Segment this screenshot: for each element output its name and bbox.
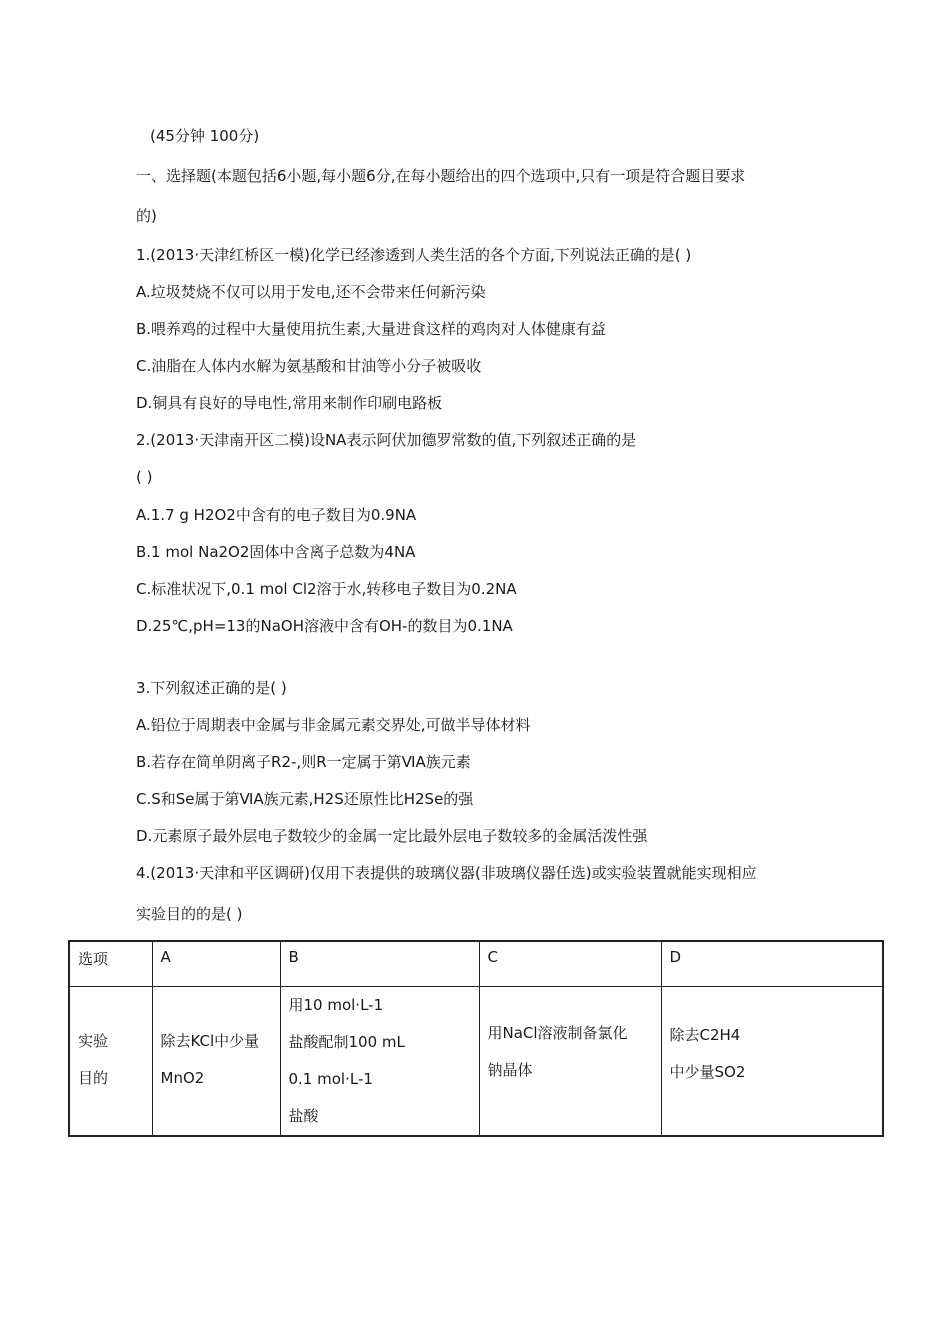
question-1-option-d: D.铜具有良好的导电性,常用来制作印刷电路板 [136,394,443,412]
question-3-option-b: B.若存在简单阴离子R2-,则R一定属于第ⅥA族元素 [136,753,471,771]
cell-b-line3: 0.1 mol·L-1 [288,1070,373,1088]
table-cell-d [661,987,883,1137]
table-cell-a [152,987,280,1137]
question-1-option-b: B.喂养鸡的过程中大量使用抗生素,大量进食这样的鸡肉对人体健康有益 [136,320,606,338]
question-2-stem: 2.(2013·天津南开区二模)设NA表示阿伏加德罗常数的值,下列叙述正确的是 [136,431,637,449]
row-label-line2: 目的 [78,1069,109,1087]
section-title-line1: 一、选择题(本题包括6小题,每小题6分,在每小题给出的四个选项中,只有一项是符合题目要求 [136,167,746,185]
cell-a-line2: MnO2 [160,1069,205,1087]
question-1-option-a: A.垃圾焚烧不仅可以用于发电,还不会带来任何新污染 [136,283,486,301]
question-3-stem: 3.下列叙述正确的是( ) [136,679,287,697]
table-header-c: C [479,941,661,987]
table-header-row [69,941,883,987]
options-table [68,940,884,1137]
cell-b-line2: 盐酸配制100 mL [288,1033,405,1051]
question-2-option-c: C.标准状况下,0.1 mol Cl2溶于水,转移电子数目为0.2NA [136,580,517,598]
cell-c-line2: 钠晶体 [487,1061,533,1079]
row-label-line1: 实验 [78,1032,109,1050]
table-header-a: A [152,941,280,987]
cell-d-line1: 除去C2H4 [669,1026,741,1044]
table-row-label [69,987,152,1137]
table-header-d: D [661,941,883,987]
table-cell-c [479,987,661,1137]
question-4-stem-line2: 实验目的的是( ) [136,905,243,923]
question-1-stem: 1.(2013·天津红桥区一模)化学已经渗透到人类生活的各个方面,下列说法正确的是( ) [136,246,692,264]
cell-a-line1: 除去KCl中少量 [160,1032,260,1050]
section-title-line2: 的) [136,207,157,225]
question-3-option-a: A.铅位于周期表中金属与非金属元素交界处,可做半导体材料 [136,716,531,734]
table-cell-b [280,987,479,1137]
question-2-stem-bracket: ( ) [136,468,153,486]
cell-b-line1: 用10 mol·L-1 [288,996,384,1014]
question-2-option-d: D.25℃,pH=13的NaOH溶液中含有OH-的数目为0.1NA [136,617,513,635]
question-3-option-d: D.元素原子最外层电子数较少的金属一定比最外层电子数较多的金属活泼性强 [136,827,648,845]
table-header-option: 选项 [69,941,152,987]
question-1-option-c: C.油脂在人体内水解为氨基酸和甘油等小分子被吸收 [136,357,482,375]
cell-c-line1: 用NaCl溶液制备氯化 [487,1024,628,1042]
table-header-b: B [280,941,479,987]
time-score: (45分钟 100分) [150,127,260,145]
table-row [69,987,883,1137]
cell-b-line4: 盐酸 [288,1107,319,1125]
question-4-stem: 4.(2013·天津和平区调研)仅用下表提供的玻璃仪器(非玻璃仪器任选)或实验装置就能实现相应 [136,864,757,882]
question-2-option-a: A.1.7 g H2O2中含有的电子数目为0.9NA [136,506,417,524]
question-3-option-c: C.S和Se属于第ⅥA族元素,H2S还原性比H2Se的强 [136,790,474,808]
question-2-option-b: B.1 mol Na2O2固体中含离子总数为4NA [136,543,416,561]
cell-d-line2: 中少量SO2 [669,1063,746,1081]
